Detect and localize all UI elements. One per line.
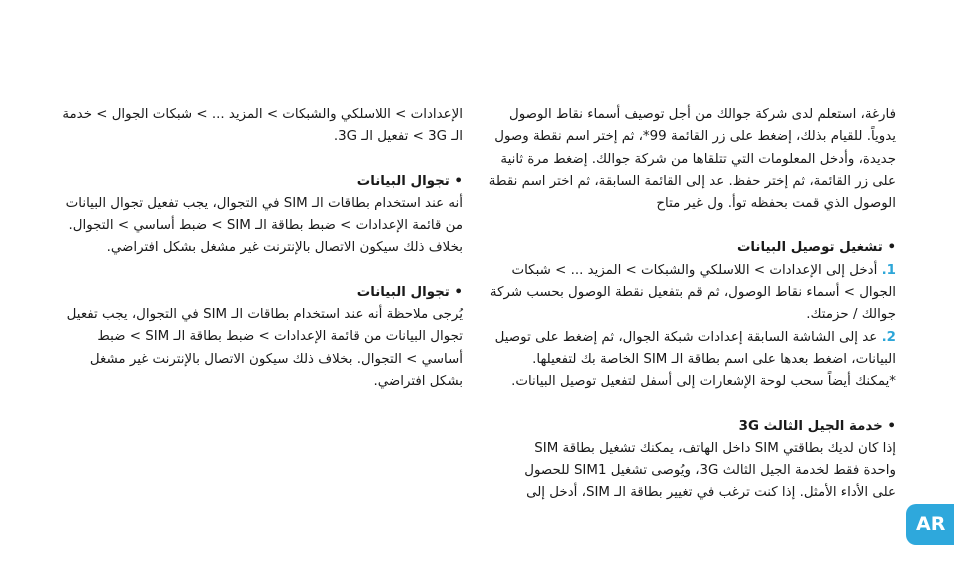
section-heading-roaming: • تجوال البيانات (356, 173, 463, 189)
step-2-number: 2. (881, 329, 896, 345)
section-heading-roaming-2: • تجوال البيانات (356, 284, 463, 300)
step-2-text: عد إلى الشاشة السابقة إعدادات شبكة الجوال، ثم إضغط على توصيل (494, 329, 878, 345)
text-line: تجوال البيانات من قائمة الإعدادات > ضبط بطاقة الـ SIM > ضبط (97, 329, 463, 345)
text-line: بشكل افتراضي. (373, 373, 463, 389)
language-badge-label: AR (916, 513, 946, 535)
text-line: على الأداء الأمثل. إذا كنت ترغب في تغيير بطاقة الـ SIM، أدخل إلى (526, 485, 896, 501)
step-1-number: 1. (881, 262, 896, 278)
text-line: الـ 3G > تفعيل الـ 3G. (333, 129, 463, 145)
text-line: على زر القائمة، ثم إختر حفظ. عد إلى القائمة السابقة، ثم اختر اسم نقطة (488, 173, 896, 189)
text-line: واحدة فقط لخدمة الجيل الثالث 3G، ويُوصى تشغيل SIM1 للحصول (524, 463, 896, 479)
text-line: من قائمة الإعدادات > ضبط بطاقة الـ SIM > ضبط أساسي > التجوال. (68, 218, 463, 234)
step-1-line (503, 260, 896, 282)
text-line: أنه عند استخدام بطاقات الـ SIM في التجوال، يجب تفعيل تجوال البيانات (65, 195, 463, 211)
text-line: البيانات، اضغط بعدها على اسم بطاقة الـ SIM الخاصة بك لتفعيلها. (532, 351, 896, 367)
paragraph-gap (503, 215, 896, 237)
section-heading-data-connection: • تشغيل توصيل البيانات (736, 240, 896, 256)
step-1-text: أدخل إلى الإعدادات > اللاسلكي والشبكات > المزيد ... > شبكات (511, 262, 878, 278)
text-line: الجوال > أسماء نقاط الوصول، ثم قم بتفعيل نقطة الوصول بحسب شركة (489, 285, 896, 301)
text-line: فارغة، استعلم لدى شركة جوالك من أجل توصيف أسماء نقاط الوصول (508, 107, 896, 122)
text-line: بخلاف ذلك سيكون الاتصال بالإنترنت غير مشغل بشكل افتراضي. (106, 240, 463, 256)
text-line: يدوياً. للقيام بذلك، إضغط على زر القائمة 99*، ثم إختر اسم نقطة وصول (494, 129, 896, 145)
section-heading-3g: • خدمة الجيل الثالث 3G (738, 418, 896, 434)
text-line: أساسي > التجوال. بخلاف ذلك سيكون الاتصال بالإنترنت غير مشغل (89, 351, 463, 367)
right-column (488, 104, 896, 505)
text-line: الوصول الذي قمت بحفظه توأ. ول غير متاح (656, 196, 896, 212)
left-column (62, 104, 463, 393)
text-line: يُرجى ملاحظة أنه عند استخدام بطاقات الـ SIM في التجوال، يجب تفعيل (66, 307, 463, 323)
paragraph-gap (70, 260, 463, 282)
paragraph-gap (70, 149, 463, 171)
text-line: إذا كان لديك بطاقتي SIM داخل الهاتف، يمكنك تشغيل بطاقة SIM (534, 440, 896, 456)
text-line: جوالك / حزمتك. (806, 307, 896, 323)
step-2-line (494, 327, 896, 349)
paragraph-gap (503, 394, 896, 416)
text-line: *يمكنك أيضاً سحب لوحة الإشعارات إلى أسفل لتفعيل توصيل البيانات. (511, 374, 896, 390)
text-line: الإعدادات > اللاسلكي والشبكات > المزيد ... > شبكات الجوال > خدمة (62, 107, 463, 122)
language-badge (906, 504, 954, 545)
text-line: جديدة، وأدخل المعلومات التي تتلقاها من شركة جوالك. إضغط مرة ثانية (500, 151, 896, 167)
